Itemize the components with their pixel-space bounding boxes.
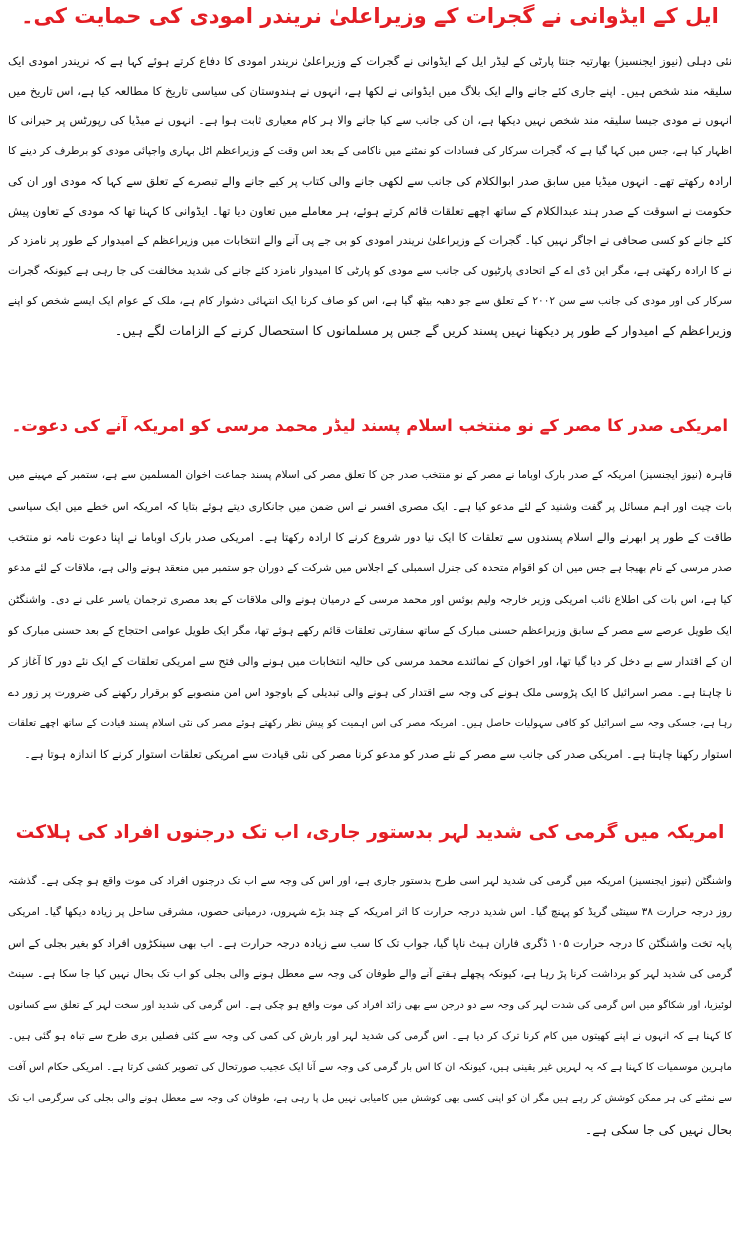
article-1-line: سرکار کی اور مودی کی جانب سے سن ۲۰۰۲ کے تعلق سے جو دھبہ بیٹھ گیا ہے، اس کو صاف کرنا ایک انتہائی دشوار کام ہے، ملک کے عوام ایک ایسے شخص کو اپنے xyxy=(8,295,732,307)
article-2-line: صدر مرسی کے نام بھیجا ہے جس میں ان کو اقوام متحدہ کی جنرل اسمبلی کے اجلاس میں شرکت کے دوران جو ستمبر میں منعقد ہونے والی ہے، ملاقات کے لئے مدعو xyxy=(8,562,732,574)
article-1-line: وزیراعظم کے امیدوار کے طور پر دیکھنا نہیں پسند کریں گے جس پر مسلمانوں کا استحصال کرنے کے الزامات لگے ہیں۔ xyxy=(114,323,732,338)
article-2-line: نا چاہتا ہے۔ مصر اسرائیل کا ایک پڑوسی ملک ہونے کی وجہ سے اقتدار کی ہونے والی تبدیلی کے باوجود اس امن منصوبے کو برقرار رکھنے کی ضرورت پر زور دے xyxy=(8,686,732,699)
article-2-headline: امریکی صدر کا مصر کے نو منتخب اسلام پسند لیڈر محمد مرسی کو امریکہ آنے کی دعوت۔ xyxy=(12,416,728,435)
article-3-line: پایہ تخت واشنگٹن کا درجہ حرارت ۱۰۵ ڈگری فاران ہیٹ ناپا گیا، جواب تک کا سب سے زیادہ درجہ حرارت ہے۔ اب بھی سینکڑوں افراد کو بغیر بجلی کے اس xyxy=(8,937,732,950)
article-3-body xyxy=(8,866,732,1145)
article-1-line: سلیقہ مند شخص ہیں۔ اپنے جاری کئے جانے والے ایک بلاگ میں ایڈوانی نے لکھا ہے، انہوں نے ہندوستان کی سیاسی تاریخ کا مطالعہ کیا ہے، اس تاریخ میں xyxy=(8,84,732,98)
article-3-line: بحال نہیں کی جا سکی ہے۔ xyxy=(584,1122,732,1137)
article-1-line: ارادہ رکھتے تھے۔ انہوں میڈیا میں سابق صدر ابوالکلام کی جانب سے لکھی جانے والی کتاب پر کیے جانے والے تبصرے کے تعلق سے کہا کہ مودی اور ان کی xyxy=(8,174,732,188)
article-2-line: قاہرہ (نیوز ایجنسیز) امریکہ کے صدر بارک اوباما نے مصر کے نو منتخب صدر جن کا تعلق مصر کی اسلام پسند جماعت اخوان المسلمین سے ہے، ستمبر کے مہینے میں xyxy=(8,469,732,481)
article-1-line: اظہار کیا ہے، جس میں کہا گیا ہے کہ گجرات سرکار کی فسادات کو نمٹنے میں ناکامی کے بعد اس وقت کے وزیراعظم اٹل بہاری واجپائی مودی کو برطرف کر دینے کا xyxy=(8,145,732,157)
article-3-line: واشنگٹن (نیوز ایجنسیز) امریکہ میں گرمی کی شدید لہر اسی طرح بدستور جاری ہے، اور اس کی وجہ سے اب تک درجنوں افراد کی موت واقع ہو چکی ہے۔ گذشتہ xyxy=(8,875,732,887)
article-3-line: کا کہنا ہے کہ انہوں نے اپنے کھیتوں میں کام کرنا ترک کر دیا ہے۔ اس گرمی کی شدید لہر اور بارش کی کمی کی وجہ سے کئی فصلیں بری طرح سے تباہ ہو گئی ہیں۔ xyxy=(8,1031,732,1042)
article-2-line: رہا ہے، جسکی وجہ سے اسرائیل کو کافی سہولیات حاصل ہیں۔ امریکہ مصر کی اس اہمیت کو پیش نظر رکھتے ہوئے مصر کی نئی اسلام پسند قیادت کے ساتھ اچھے تعلقات xyxy=(8,718,732,729)
article-2-line: بات چیت اور اہم مسائل پر گفت وشنید کے لئے مدعو کیا ہے۔ ایک مصری افسر نے اس ضمن میں جانکاری دیتے ہوئے بتایا کہ امریکہ اس خطے میں ایک سیاسی xyxy=(8,500,732,513)
article-3-line: سے نمٹنے کی ہر ممکن کوشش کر رہے ہیں مگر ان کو اپنی کسی بھی کوشش میں کامیابی نہیں مل پا رہی ہے، طوفان کی وجہ سے معطل ہونے والی بجلی کی سرگرمی اب تک xyxy=(8,1093,732,1104)
article-1-line: حکومت نے اسوقت کے صدر ہند عبدالکلام کے ساتھ اچھے تعلقات قائم کرتے ہوئے، ہر معاملے میں تعاون دیا تھا۔ ایڈوانی کا کہنا تھا کہ مودی کے تعاون پیش xyxy=(8,204,732,218)
article-1-line: نے کا ارادہ رکھتی ہے، مگر این ڈی اے کے اتحادی پارٹیوں کی جانب سے مودی کو پارٹی کا امیدوار نامزد کئے جانے کی شدید مخالفت کی جا رہی ہے کیونکہ گجرات xyxy=(8,264,732,277)
article-3-line: گرمی کی شدید لہر کو برداشت کرنا پڑ رہا ہے، کیونکہ پچھلے ہفتے آنے والے طوفان کی وجہ سے معطل ہونے والی بجلی کو اب تک بحال نہیں کیا جا سکا ہے۔ سینٹ xyxy=(8,968,732,980)
article-3-line: لوئیزیا، اور شکاگو میں اس گرمی کی شدت لہر کی وجہ سے دو درجن سے بھی زائد افراد کی موت واقع ہو چکی ہے۔ اس گرمی کی شدید اور سخت لہر کے تعلق سے کسانوں xyxy=(8,1000,732,1011)
article-3-line: ماہرین موسمیات کا کہنا ہے کہ یہ لہریں غیر یقینی ہیں، کیونکہ ان کا اس بار گرمی کی وجہ سے آنا ایک عجیب صورتحال کی تصویر کشی کرتا ہے۔ امریکی حکام اس آفت xyxy=(8,1062,732,1073)
article-1-line: انہوں نے مودی جیسا سلیقہ مند شخص نہیں دیکھا ہے، ان کی جانب سے کیا جانے والا ہر کام معیاری ثابت ہوا ہے۔ انہوں نے میڈیا کی رپورٹس پر حیرانی کا xyxy=(8,114,732,127)
article-3-line: روز درجہ حرارت ۳۸ سینٹی گریڈ کو پہنچ گیا۔ اس شدید درجہ حرارت کا اثر امریکہ کے چند بڑے شہروں، درمیانی حصوں، مشرقی ساحل پر زیادہ دیکھا گیا۔ امریکی xyxy=(8,906,732,918)
article-2-line: کیا ہے، اس بات کی اطلاع نائب امریکی وزیر خارجہ ولیم بوئس اور محمد مرسی کے درمیان ہونے والی ملاقات کے بعد مصری ترجمان یاسر علی نے دی۔ واشنگٹن xyxy=(8,593,732,606)
article-1-line: کئے جانے کو کسی صحافی نے اجاگر نہیں کیا۔ گجرات کے وزیراعلیٰ نریندر امودی کو بی جے پی آنے والے انتخابات میں وزیراعظم کے امیدوار کے طور پر نامزد کر xyxy=(8,234,732,247)
article-2-line: ان کے اقتدار سے بے دخل کر دیا گیا تھا، اور اخوان کے نمائندے محمد مرسی کی حالیہ انتخابات میں ہونے والی فتح سے امریکی تعلقات کے ایک نئے دور کا آغاز کر xyxy=(8,655,732,668)
article-2-line: ایک طویل عرصے سے مصر کے سابق وزیراعظم حسنی مبارک کے ساتھ سفارتی تعلقات قائم رکھے ہوئے تھا، مگر ایک طویل عوامی احتجاج کے بعد حسنی مبارک کو xyxy=(8,624,732,637)
article-3-headline: امریکہ میں گرمی کی شدید لہر بدستور جاری، اب تک درجنوں افراد کی ہلاکت xyxy=(15,822,725,843)
article-1-headline: ایل کے ایڈوانی نے گجرات کے وزیراعلیٰ نریندر امودی کی حمایت کی۔ xyxy=(21,4,719,28)
article-1-body xyxy=(8,46,732,346)
article-2-line: طاقت کے طور پر ابھرنے والے اسلام پسندوں سے تعلقات کا ایک نیا دور شروع کرنے کا ارادہ رکھتا ہے۔ امریکی صدر بارک اوباما نے اپنا دعوت نامہ نو منتخب xyxy=(8,531,732,544)
article-2-body xyxy=(8,460,732,770)
article-1-line: نئی دہلی (نیوز ایجنسیز) بھارتیہ جنتا پارٹی کے لیڈر ایل کے ایڈوانی نے گجرات کے وزیراعلیٰ نریندر امودی کا دفاع کرتے ہوئے کہا ہے کہ نریندر امودی ایک xyxy=(8,54,732,68)
article-2-line: استوار رکھنا چاہتا ہے۔ امریکی صدر کی جانب سے مصر کے نئے صدر کو مدعو کرنا مصر کی نئی قیادت سے امریکی تعلقات استوار کرنے کا اندازہ ہوتا ہے۔ xyxy=(24,748,732,761)
